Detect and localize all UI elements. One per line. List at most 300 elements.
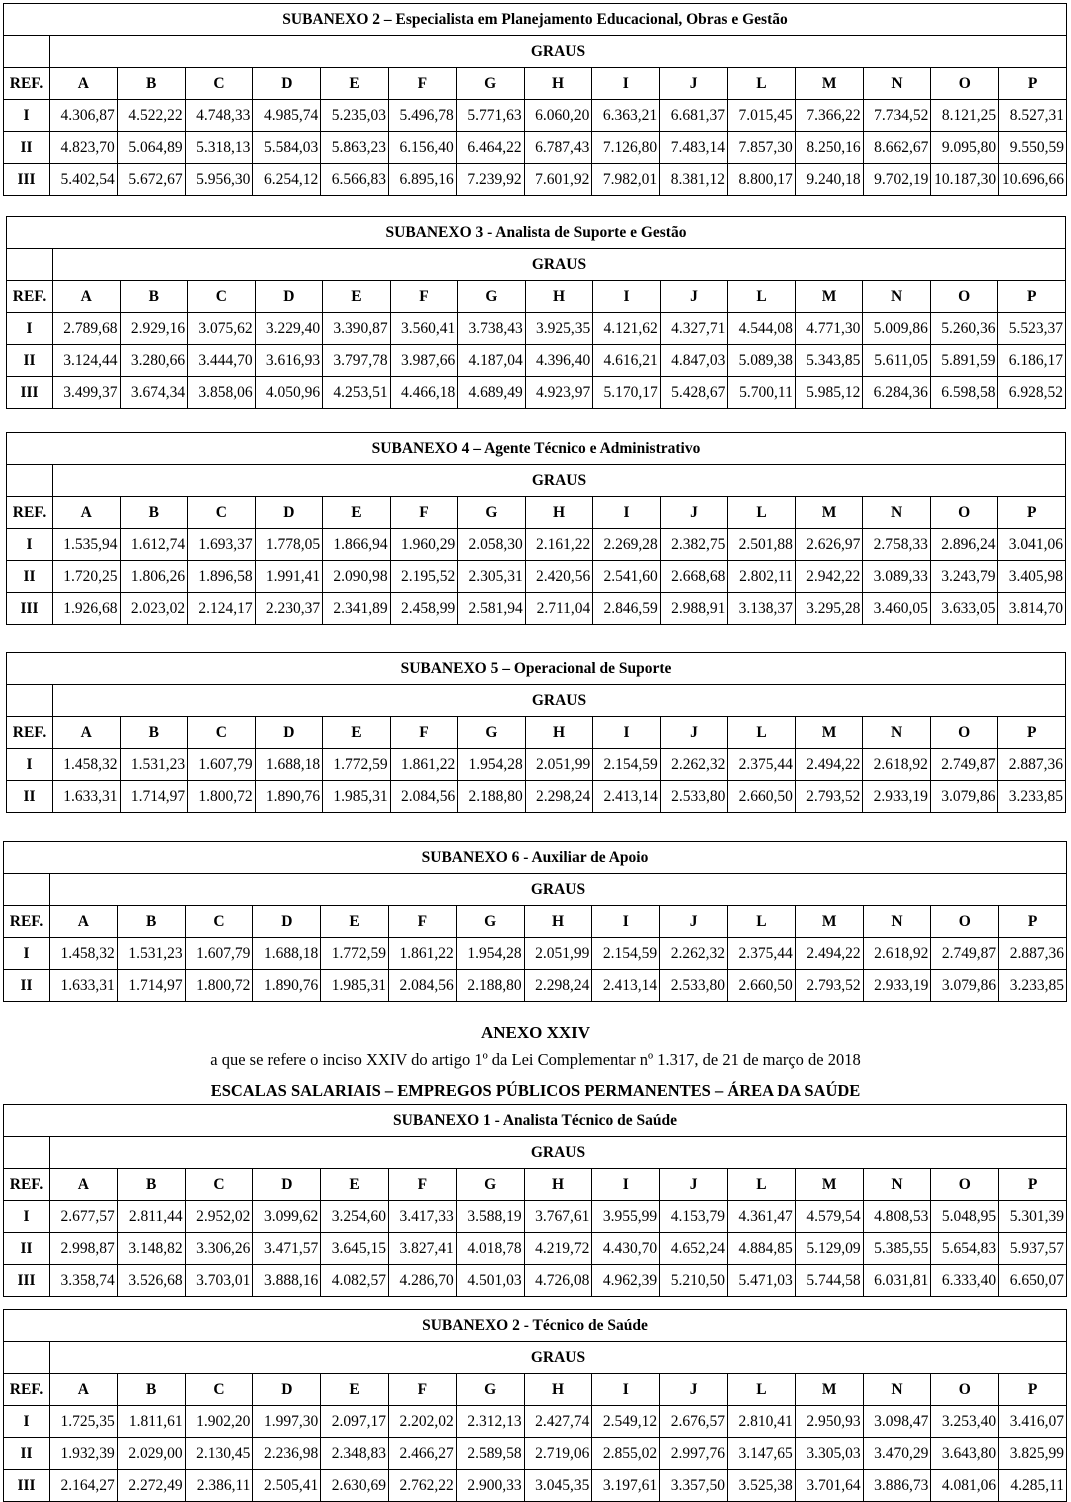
grade-header: M	[795, 281, 863, 313]
ref-cell: III	[7, 593, 53, 625]
value-cell: 2.202,02	[388, 1406, 456, 1438]
value-cell: 2.413,14	[593, 781, 661, 813]
grade-header: L	[728, 497, 796, 529]
value-cell: 5.471,03	[727, 1265, 795, 1297]
value-cell: 9.240,18	[795, 164, 863, 196]
value-cell: 2.154,59	[592, 938, 660, 970]
salary-table	[6, 652, 1066, 813]
value-cell: 2.298,24	[525, 781, 593, 813]
grade-header: E	[321, 906, 389, 938]
value-cell: 3.089,33	[863, 561, 931, 593]
value-cell: 2.386,11	[185, 1470, 253, 1502]
value-cell: 9.550,59	[999, 132, 1067, 164]
value-cell: 4.082,57	[321, 1265, 389, 1297]
grade-header: J	[660, 281, 728, 313]
value-cell: 4.923,97	[525, 377, 593, 409]
grade-header: M	[795, 68, 863, 100]
value-cell: 1.861,22	[390, 749, 458, 781]
value-cell: 2.051,99	[525, 749, 593, 781]
grade-header: F	[388, 906, 456, 938]
grade-header-row	[4, 68, 1067, 100]
ref-header: REF.	[7, 281, 53, 313]
value-cell: 3.243,79	[930, 561, 998, 593]
grade-header: B	[117, 1374, 185, 1406]
value-cell: 5.654,83	[931, 1233, 999, 1265]
table-row	[7, 377, 1066, 409]
value-cell: 2.124,17	[188, 593, 256, 625]
value-cell: 3.229,40	[255, 313, 323, 345]
value-cell: 1.866,94	[323, 529, 391, 561]
value-cell: 3.416,07	[999, 1406, 1067, 1438]
value-cell: 2.793,52	[795, 781, 863, 813]
value-cell: 1.890,76	[255, 781, 323, 813]
value-cell: 4.285,11	[999, 1470, 1067, 1502]
value-cell: 6.060,20	[524, 100, 592, 132]
salary-table	[6, 432, 1066, 625]
value-cell: 2.090,98	[323, 561, 391, 593]
value-cell: 3.357,50	[660, 1470, 728, 1502]
value-cell: 1.688,18	[255, 749, 323, 781]
grade-header: C	[185, 1374, 253, 1406]
value-cell: 5.009,86	[863, 313, 931, 345]
value-cell: 4.985,74	[253, 100, 321, 132]
grade-header: D	[255, 281, 323, 313]
grade-header: J	[660, 497, 728, 529]
value-cell: 6.928,52	[998, 377, 1066, 409]
value-cell: 1.531,23	[117, 938, 185, 970]
value-cell: 6.156,40	[388, 132, 456, 164]
table-row	[7, 749, 1066, 781]
grade-header: D	[253, 906, 321, 938]
value-cell: 2.952,02	[185, 1201, 253, 1233]
ref-cell: I	[7, 313, 53, 345]
value-cell: 3.045,35	[524, 1470, 592, 1502]
value-cell: 4.018,78	[456, 1233, 524, 1265]
value-cell: 3.306,26	[185, 1233, 253, 1265]
grade-header: P	[999, 906, 1067, 938]
value-cell: 5.048,95	[931, 1201, 999, 1233]
table-title-row	[7, 653, 1066, 685]
value-cell: 2.298,24	[524, 970, 592, 1002]
value-cell: 8.662,67	[863, 132, 931, 164]
value-cell: 2.719,06	[524, 1438, 592, 1470]
ref-cell: II	[4, 1233, 50, 1265]
value-cell: 3.233,85	[998, 781, 1066, 813]
value-cell: 2.188,80	[456, 970, 524, 1002]
value-cell: 2.998,87	[50, 1233, 118, 1265]
table-title-row	[4, 1310, 1067, 1342]
salary-table	[3, 3, 1067, 196]
ref-cell: II	[4, 132, 50, 164]
value-cell: 1.896,58	[188, 561, 256, 593]
value-cell: 10.187,30	[931, 164, 999, 196]
ref-cell: II	[4, 970, 50, 1002]
grade-header: L	[727, 1169, 795, 1201]
value-cell: 10.696,66	[999, 164, 1067, 196]
value-cell: 5.064,89	[117, 132, 185, 164]
value-cell: 1.612,74	[120, 529, 188, 561]
ref-header: REF.	[4, 1374, 50, 1406]
value-cell: 2.942,22	[795, 561, 863, 593]
grade-header: I	[592, 906, 660, 938]
grade-header: D	[253, 1169, 321, 1201]
grade-header: G	[456, 906, 524, 938]
value-cell: 2.533,80	[660, 781, 728, 813]
grade-header-row	[4, 906, 1067, 938]
ref-cell: III	[4, 164, 50, 196]
grade-header: E	[323, 717, 391, 749]
value-cell: 3.588,19	[456, 1201, 524, 1233]
value-cell: 2.058,30	[458, 529, 526, 561]
salary-table	[3, 1309, 1067, 1502]
salary-table	[3, 841, 1067, 1002]
value-cell: 1.607,79	[188, 749, 256, 781]
value-cell: 2.933,19	[863, 970, 931, 1002]
value-cell: 2.933,19	[863, 781, 931, 813]
value-cell: 5.385,55	[863, 1233, 931, 1265]
value-cell: 1.633,31	[53, 781, 121, 813]
value-cell: 2.711,04	[525, 593, 593, 625]
value-cell: 6.186,17	[998, 345, 1066, 377]
ref-cell: II	[7, 345, 53, 377]
value-cell: 2.589,58	[456, 1438, 524, 1470]
grade-header: A	[53, 281, 121, 313]
grade-header: J	[660, 906, 728, 938]
grade-header: C	[188, 497, 256, 529]
value-cell: 1.714,97	[117, 970, 185, 1002]
value-cell: 2.618,92	[863, 749, 931, 781]
value-cell: 2.668,68	[660, 561, 728, 593]
value-cell: 6.895,16	[388, 164, 456, 196]
grade-header: P	[998, 281, 1066, 313]
grade-header: L	[727, 68, 795, 100]
grade-header: L	[728, 281, 796, 313]
grade-header-row	[7, 497, 1066, 529]
grade-header: G	[456, 68, 524, 100]
graus-row	[7, 249, 1066, 281]
grade-header: O	[930, 717, 998, 749]
value-cell: 5.129,09	[795, 1233, 863, 1265]
value-cell: 2.427,74	[524, 1406, 592, 1438]
grade-header: C	[188, 717, 256, 749]
grade-header: A	[50, 68, 118, 100]
value-cell: 3.147,65	[727, 1438, 795, 1470]
value-cell: 4.361,47	[727, 1201, 795, 1233]
value-cell: 2.458,99	[390, 593, 458, 625]
grade-header: A	[53, 717, 121, 749]
value-cell: 6.566,83	[321, 164, 389, 196]
grade-header: H	[524, 1374, 592, 1406]
value-cell: 4.430,70	[592, 1233, 660, 1265]
graus-row	[4, 1342, 1067, 1374]
value-cell: 6.031,81	[863, 1265, 931, 1297]
value-cell: 2.533,80	[660, 970, 728, 1002]
value-cell: 2.541,60	[593, 561, 661, 593]
value-cell: 2.305,31	[458, 561, 526, 593]
ref-cell: II	[7, 561, 53, 593]
value-cell: 3.643,80	[931, 1438, 999, 1470]
value-cell: 2.997,76	[660, 1438, 728, 1470]
value-cell: 3.955,99	[592, 1201, 660, 1233]
grade-header: M	[795, 497, 863, 529]
value-cell: 1.778,05	[255, 529, 323, 561]
value-cell: 2.375,44	[727, 938, 795, 970]
value-cell: 3.525,38	[727, 1470, 795, 1502]
value-cell: 4.808,53	[863, 1201, 931, 1233]
value-cell: 2.084,56	[390, 781, 458, 813]
blank-cell	[4, 36, 50, 68]
grade-header: G	[458, 717, 526, 749]
value-cell: 3.526,68	[117, 1265, 185, 1297]
value-cell: 5.937,57	[999, 1233, 1067, 1265]
annex-subtitle: ESCALAS SALARIAIS – EMPREGOS PÚBLICOS PERMANENTES – ÁREA DA SAÚDE	[210, 1081, 861, 1100]
ref-cell: II	[7, 781, 53, 813]
value-cell: 1.954,28	[456, 938, 524, 970]
value-cell: 2.811,44	[117, 1201, 185, 1233]
grade-header: E	[321, 68, 389, 100]
table-row	[7, 561, 1066, 593]
grade-header: D	[255, 717, 323, 749]
value-cell: 1.607,79	[185, 938, 253, 970]
value-cell: 3.701,64	[795, 1470, 863, 1502]
grade-header: L	[727, 1374, 795, 1406]
table-title-row	[7, 217, 1066, 249]
value-cell: 2.195,52	[390, 561, 458, 593]
value-cell: 4.187,04	[458, 345, 526, 377]
grade-header: J	[660, 1374, 728, 1406]
grade-header: P	[999, 68, 1067, 100]
salary-table	[3, 1104, 1067, 1297]
value-cell: 3.305,03	[795, 1438, 863, 1470]
value-cell: 3.499,37	[53, 377, 121, 409]
value-cell: 3.254,60	[321, 1201, 389, 1233]
graus-label: GRAUS	[50, 874, 1067, 906]
value-cell: 2.758,33	[863, 529, 931, 561]
value-cell: 3.470,29	[863, 1438, 931, 1470]
value-cell: 4.771,30	[795, 313, 863, 345]
value-cell: 4.396,40	[525, 345, 593, 377]
value-cell: 2.549,12	[592, 1406, 660, 1438]
value-cell: 2.161,22	[525, 529, 593, 561]
value-cell: 4.544,08	[728, 313, 796, 345]
table-title-row	[4, 1105, 1067, 1137]
value-cell: 2.846,59	[593, 593, 661, 625]
value-cell: 5.496,78	[388, 100, 456, 132]
graus-label: GRAUS	[53, 249, 1066, 281]
value-cell: 3.079,86	[931, 970, 999, 1002]
grade-header: F	[390, 281, 458, 313]
salary-grid	[3, 1104, 1067, 1297]
value-cell: 4.050,96	[255, 377, 323, 409]
value-cell: 2.501,88	[728, 529, 796, 561]
grade-header: N	[863, 906, 931, 938]
value-cell: 3.814,70	[998, 593, 1066, 625]
grade-header: N	[863, 497, 931, 529]
value-cell: 5.318,13	[185, 132, 253, 164]
table-title-row	[4, 4, 1067, 36]
table-row	[4, 132, 1067, 164]
ref-cell: I	[7, 529, 53, 561]
ref-cell: III	[4, 1265, 50, 1297]
table-title: SUBANEXO 1 - Analista Técnico de Saúde	[4, 1105, 1067, 1137]
value-cell: 4.652,24	[660, 1233, 728, 1265]
value-cell: 2.494,22	[795, 749, 863, 781]
value-cell: 1.458,32	[53, 749, 121, 781]
grade-header: N	[863, 1374, 931, 1406]
value-cell: 4.286,70	[388, 1265, 456, 1297]
ref-cell: I	[4, 938, 50, 970]
value-cell: 3.987,66	[390, 345, 458, 377]
value-cell: 8.121,25	[931, 100, 999, 132]
grade-header: O	[930, 497, 998, 529]
table-row	[4, 1406, 1067, 1438]
value-cell: 6.284,36	[863, 377, 931, 409]
value-cell: 2.375,44	[728, 749, 796, 781]
value-cell: 1.985,31	[321, 970, 389, 1002]
value-cell: 1.806,26	[120, 561, 188, 593]
value-cell: 3.075,62	[188, 313, 256, 345]
value-cell: 3.253,40	[931, 1406, 999, 1438]
value-cell: 4.327,71	[660, 313, 728, 345]
value-cell: 5.402,54	[50, 164, 118, 196]
ref-cell: I	[4, 1406, 50, 1438]
grade-header: J	[660, 717, 728, 749]
value-cell: 4.616,21	[593, 345, 661, 377]
value-cell: 6.787,43	[524, 132, 592, 164]
table-row	[4, 1265, 1067, 1297]
ref-cell: III	[7, 377, 53, 409]
value-cell: 2.929,16	[120, 313, 188, 345]
value-cell: 4.726,08	[524, 1265, 592, 1297]
grade-header: M	[795, 717, 863, 749]
value-cell: 3.444,70	[188, 345, 256, 377]
graus-row	[4, 36, 1067, 68]
value-cell: 4.466,18	[390, 377, 458, 409]
grade-header: B	[117, 906, 185, 938]
grade-header: C	[185, 906, 253, 938]
value-cell: 1.714,97	[120, 781, 188, 813]
value-cell: 2.677,57	[50, 1201, 118, 1233]
graus-label: GRAUS	[50, 1137, 1067, 1169]
grade-header: A	[53, 497, 121, 529]
grade-header-row	[4, 1169, 1067, 1201]
table-row	[4, 1470, 1067, 1502]
value-cell: 6.254,12	[253, 164, 321, 196]
grade-header: H	[524, 68, 592, 100]
grade-header: C	[185, 68, 253, 100]
grade-header: I	[592, 1169, 660, 1201]
value-cell: 3.471,57	[253, 1233, 321, 1265]
table-title: SUBANEXO 2 – Especialista em Planejamento Educacional, Obras e Gestão	[4, 4, 1067, 36]
value-cell: 4.847,03	[660, 345, 728, 377]
value-cell: 3.405,98	[998, 561, 1066, 593]
grade-header: B	[120, 717, 188, 749]
value-cell: 2.382,75	[660, 529, 728, 561]
value-cell: 5.956,30	[185, 164, 253, 196]
value-cell: 2.802,11	[728, 561, 796, 593]
value-cell: 1.954,28	[458, 749, 526, 781]
salary-grid	[3, 3, 1067, 196]
grade-header: I	[593, 497, 661, 529]
table-row	[4, 1233, 1067, 1265]
value-cell: 3.099,62	[253, 1201, 321, 1233]
ref-header: REF.	[4, 68, 50, 100]
salary-grid	[3, 1309, 1067, 1502]
value-cell: 2.810,41	[727, 1406, 795, 1438]
annex-title: ANEXO XXIV	[480, 1023, 591, 1042]
grade-header: I	[593, 281, 661, 313]
value-cell: 5.523,37	[998, 313, 1066, 345]
grade-header: A	[50, 1374, 118, 1406]
ref-header: REF.	[7, 717, 53, 749]
grade-header: N	[863, 1169, 931, 1201]
value-cell: 5.672,67	[117, 164, 185, 196]
grade-header: F	[388, 1374, 456, 1406]
value-cell: 3.616,93	[255, 345, 323, 377]
value-cell: 2.023,02	[120, 593, 188, 625]
grade-header: A	[50, 1169, 118, 1201]
value-cell: 5.343,85	[795, 345, 863, 377]
value-cell: 3.888,16	[253, 1265, 321, 1297]
value-cell: 1.688,18	[253, 938, 321, 970]
value-cell: 3.703,01	[185, 1265, 253, 1297]
grade-header: I	[592, 68, 660, 100]
value-cell: 2.900,33	[456, 1470, 524, 1502]
value-cell: 5.985,12	[795, 377, 863, 409]
grade-header-row	[7, 281, 1066, 313]
value-cell: 2.188,80	[458, 781, 526, 813]
value-cell: 3.560,41	[390, 313, 458, 345]
value-cell: 3.233,85	[999, 970, 1067, 1002]
value-cell: 2.236,98	[253, 1438, 321, 1470]
value-cell: 2.029,00	[117, 1438, 185, 1470]
grade-header: H	[525, 281, 593, 313]
grade-header: N	[863, 68, 931, 100]
grade-header: P	[999, 1169, 1067, 1201]
value-cell: 7.483,14	[660, 132, 728, 164]
value-cell: 5.863,23	[321, 132, 389, 164]
value-cell: 3.079,86	[930, 781, 998, 813]
value-cell: 3.827,41	[388, 1233, 456, 1265]
table-title: SUBANEXO 3 - Analista de Suporte e Gestão	[7, 217, 1066, 249]
value-cell: 4.579,54	[795, 1201, 863, 1233]
value-cell: 3.358,74	[50, 1265, 118, 1297]
value-cell: 2.230,37	[255, 593, 323, 625]
value-cell: 9.095,80	[931, 132, 999, 164]
grade-header: E	[323, 497, 391, 529]
grade-header: E	[323, 281, 391, 313]
value-cell: 5.611,05	[863, 345, 931, 377]
value-cell: 7.982,01	[592, 164, 660, 196]
grade-header: G	[456, 1169, 524, 1201]
ref-cell: II	[4, 1438, 50, 1470]
value-cell: 2.272,49	[117, 1470, 185, 1502]
annex-reference: a que se refere o inciso XXIV do artigo 1º da Lei Complementar nº 1.317, de 21 de março de 2018	[210, 1050, 861, 1069]
graus-label: GRAUS	[50, 36, 1067, 68]
value-cell: 1.725,35	[50, 1406, 118, 1438]
value-cell: 2.494,22	[795, 938, 863, 970]
table-row	[4, 970, 1067, 1002]
grade-header: P	[999, 1374, 1067, 1406]
grade-header-row	[7, 717, 1066, 749]
grade-header: P	[998, 717, 1066, 749]
value-cell: 7.366,22	[795, 100, 863, 132]
value-cell: 7.239,92	[456, 164, 524, 196]
value-cell: 4.501,03	[456, 1265, 524, 1297]
graus-label: GRAUS	[53, 465, 1066, 497]
value-cell: 3.138,37	[728, 593, 796, 625]
value-cell: 3.124,44	[53, 345, 121, 377]
